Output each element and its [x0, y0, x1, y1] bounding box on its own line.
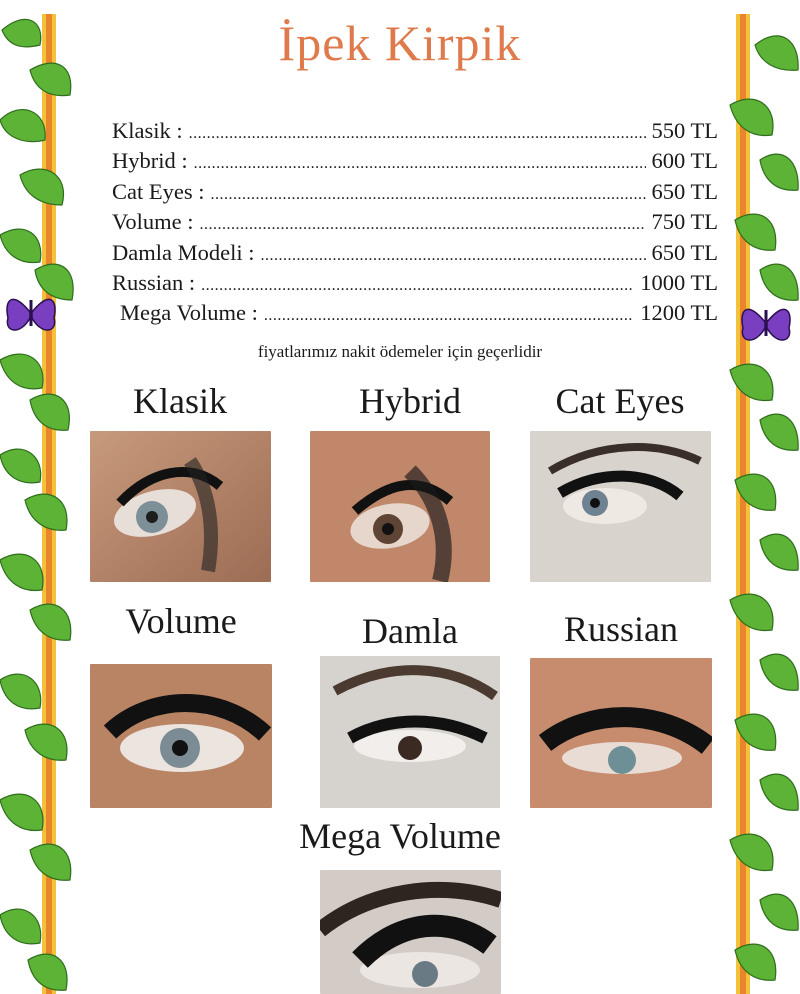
price-value: 550 TL: [651, 118, 718, 143]
price-row-russian: [112, 270, 718, 300]
eye-photo-hybrid: [310, 431, 490, 582]
price-list: [112, 118, 718, 331]
butterfly-icon: [7, 299, 55, 330]
price-value: 650 TL: [651, 178, 718, 204]
right-leaf-vine-icon: [720, 0, 800, 994]
dot-leader: [199, 216, 645, 234]
left-leaf-vine-icon: [0, 0, 80, 994]
dot-leader: [194, 155, 646, 173]
gallery-label-volume: Volume: [125, 601, 237, 641]
price-row-cat-eyes: [112, 179, 718, 209]
price-value: 1200 TL: [640, 300, 718, 326]
dot-leader: [201, 277, 634, 295]
price-name: Hybrid :: [112, 148, 188, 174]
price-value: 650 TL: [651, 239, 718, 265]
dot-leader: [189, 125, 646, 143]
eye-photo-russian: [530, 658, 712, 808]
price-row-volume: [112, 209, 718, 239]
gallery-label-damla: Damla: [362, 611, 458, 651]
dot-leader: [210, 186, 645, 204]
gallery-label-klasik: Klasik: [133, 381, 227, 421]
price-row-hybrid: [112, 148, 718, 178]
price-row-damla: [112, 240, 718, 270]
gallery-label-russian: Russian: [563, 609, 678, 649]
gallery-label-hybrid: Hybrid: [359, 381, 461, 421]
dot-leader: [264, 307, 634, 325]
price-name: Mega Volume :: [120, 300, 258, 326]
eye-photo-volume: [90, 664, 272, 808]
price-row-mega-volume: [112, 300, 718, 330]
price-value: 600 TL: [651, 148, 718, 174]
price-value: 750 TL: [651, 209, 718, 235]
price-name: Klasik :: [112, 118, 183, 143]
page-title: İpek Kirpik: [278, 15, 522, 71]
eye-photo-mega-volume: [320, 870, 501, 994]
price-name: Volume :: [112, 209, 194, 235]
cash-payment-note: fiyatlarımız nakit ödemeler için geçerlidir: [257, 342, 543, 361]
eye-photo-cat-eyes: [530, 431, 711, 582]
eye-photo-damla: [320, 656, 500, 808]
price-name: Russian :: [112, 269, 196, 295]
price-row-klasik: [112, 118, 718, 148]
dot-leader: [260, 247, 645, 265]
butterfly-icon: [742, 309, 790, 340]
price-value: 1000 TL: [640, 269, 718, 295]
gallery-label-cat-eyes: Cat Eyes: [555, 381, 685, 421]
price-name: Damla Modeli :: [112, 239, 255, 265]
eye-photo-klasik: [90, 431, 271, 582]
gallery-label-mega-volume: Mega Volume: [299, 816, 501, 856]
price-name: Cat Eyes :: [112, 178, 205, 204]
